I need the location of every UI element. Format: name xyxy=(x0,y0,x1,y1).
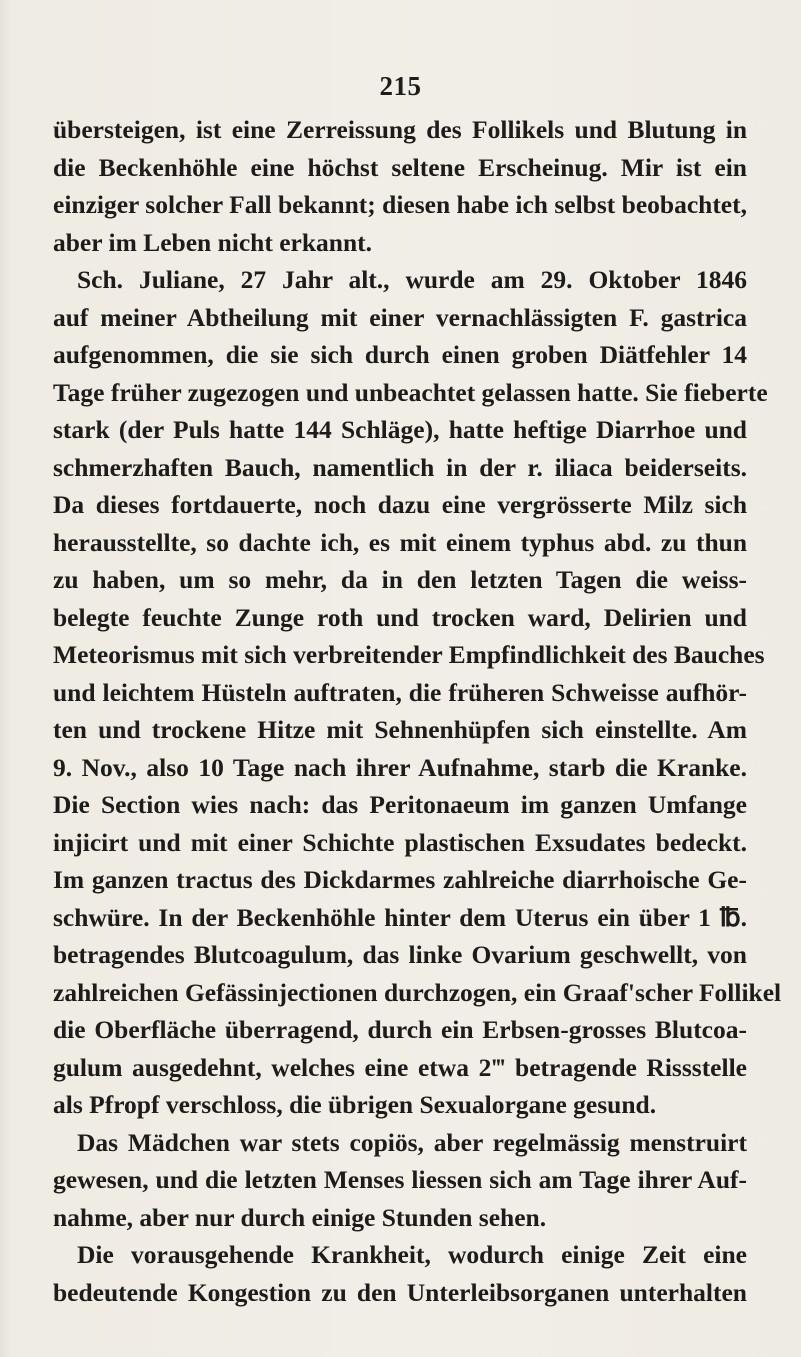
text-line: Meteorismus mit sich verbreitender Empfindlichkeit des Bauches xyxy=(53,640,765,669)
page-number: 215 xyxy=(379,71,422,101)
text-line: Das Mädchen war stets copiös, aber regelmässig menstruirt xyxy=(77,1127,747,1157)
text-line: schwüre. In der Beckenhöhle hinter dem Uterus ein über 1 ℔. xyxy=(53,902,747,932)
text-line: auf meiner Abtheilung mit einer vernachlässigten F. gastrica xyxy=(53,302,747,332)
text-line: Die Section wies nach: das Peritonaeum im ganzen Umfange xyxy=(53,790,747,819)
text-line: aufgenommen, die sie sich durch einen groben Diätfehler 14 xyxy=(53,340,747,369)
text-line: als Pfropf verschloss, die übrigen Sexualorgane gesund. xyxy=(53,1090,657,1119)
text-line: die Oberfläche überragend, durch ein Erbsen-grosses Blutcoa- xyxy=(53,1015,747,1044)
text-line: herausstellte, so dachte ich, es mit einem typhus abd. zu thun xyxy=(53,527,747,557)
paragraph-3 xyxy=(53,1124,747,1237)
text-line: und leichtem Hüsteln auftraten, die früheren Schweisse aufhör- xyxy=(53,677,747,707)
text-line: Tage früher zugezogen und unbeachtet gelassen hatte. Sie fieberte xyxy=(53,377,768,407)
text-line: 9. Nov., also 10 Tage nach ihrer Aufnahme, starb die Kranke. xyxy=(53,752,747,782)
body-text xyxy=(53,111,782,1311)
paragraph-4 xyxy=(53,1236,747,1311)
text-line: Die vorausgehende Krankheit, wodurch einige Zeit eine xyxy=(77,1240,747,1269)
text-line: übersteigen, ist eine Zerreissung des Follikels und Blutung in xyxy=(53,115,747,144)
text-line: nahme, aber nur durch einige Stunden sehen. xyxy=(53,1202,547,1232)
text-line: belegte feuchte Zunge roth und trocken ward, Delirien und xyxy=(53,602,747,632)
text-line: Da dieses fortdauerte, noch dazu eine vergrösserte Milz sich xyxy=(53,490,747,519)
text-line: zu haben, um so mehr, da in den letzten Tagen die weiss- xyxy=(53,565,747,594)
text-line: gewesen, und die letzten Menses liessen sich am Tage ihrer Auf- xyxy=(53,1165,747,1194)
paragraph-2 xyxy=(53,261,782,1124)
text-line: aber im Leben nicht erkannt. xyxy=(53,227,372,257)
text-line: einziger solcher Fall bekannt; diesen habe ich selbst beobachtet, xyxy=(53,190,747,219)
text-line: stark (der Puls hatte 144 Schläge), hatte heftige Diarrhoe und xyxy=(53,415,747,444)
text-line: gulum ausgedehnt, welches eine etwa 2‴ betragende Rissstelle xyxy=(53,1052,747,1082)
text-line: zahlreichen Gefässinjectionen durchzogen, ein Graaf'scher Follikel xyxy=(53,977,782,1007)
text-line: die Beckenhöhle eine höchst seltene Erscheinug. Mir ist ein xyxy=(53,152,747,182)
paragraph-1 xyxy=(53,111,747,261)
text-line: betragendes Blutcoagulum, das linke Ovarium geschwellt, von xyxy=(53,940,747,969)
text-line: injicirt und mit einer Schichte plastischen Exsudates bedeckt. xyxy=(53,827,747,857)
text-line: Im ganzen tractus des Dickdarmes zahlreiche diarrhoische Ge- xyxy=(53,865,747,894)
text-line: schmerzhaften Bauch, namentlich in der r. iliaca beiderseits. xyxy=(53,452,747,482)
text-line: bedeutende Kongestion zu den Unterleibsorganen unterhalten xyxy=(53,1277,747,1307)
text-line: Sch. Juliane, 27 Jahr alt., wurde am 29. Oktober 1846 xyxy=(77,265,747,294)
text-line: ten und trockene Hitze mit Sehnenhüpfen sich einstellte. Am xyxy=(53,715,747,744)
